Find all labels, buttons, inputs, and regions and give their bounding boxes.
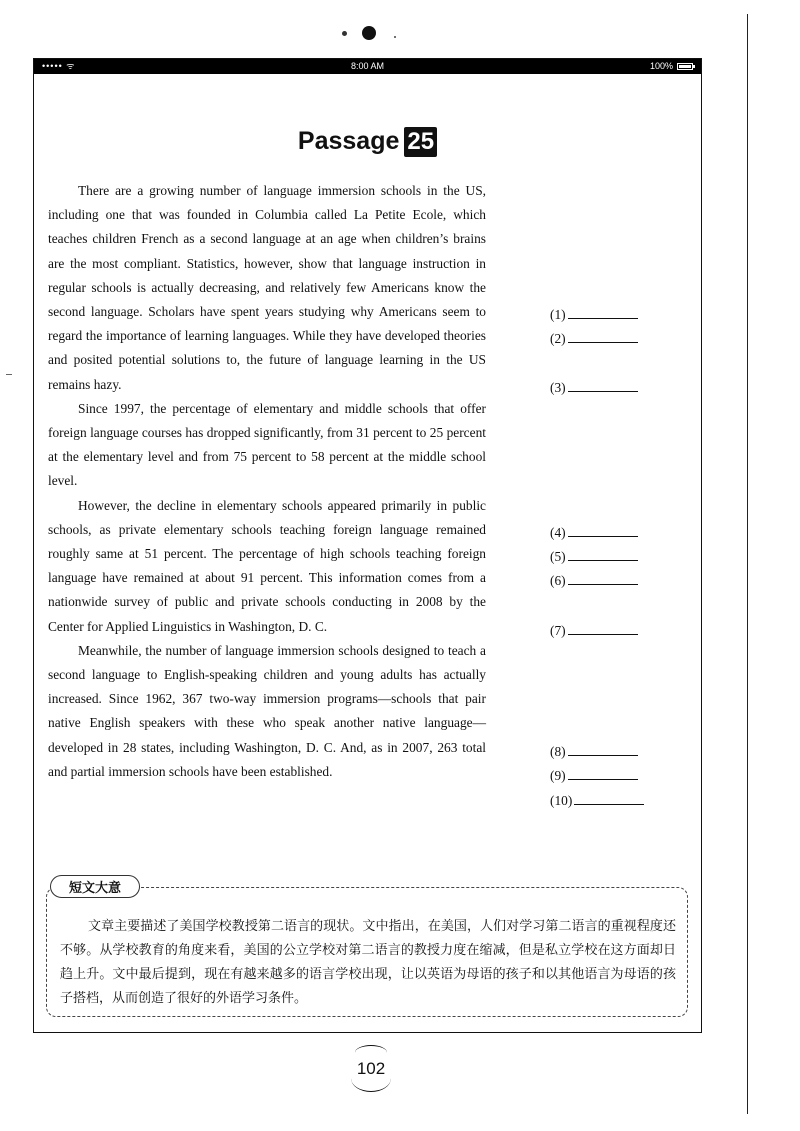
camera-lens [362,26,376,40]
blank-line[interactable] [568,767,638,780]
signal-icon: ••••• ᯤ [42,61,76,71]
paragraph: There are a growing number of language immersion schools in the US, including one that was founded in Columbia called La Petite Ecole, which teaches children French as a second language at an age when children’s brains are the most compliant. Statistics, however, show that language instruction in regular schools is actually decreasing, and relatively few Americans know the second language. Scholars have spent years studying why Americans seem to regard the importance of learning languages. While they have developed theories and posited potential solutions to, the future of language learning in the US remains hazy. [48,183,486,392]
paragraph: However, the decline in elementary schools appeared primarily in public schools, as private elementary schools teaching foreign language remained roughly same at 51 percent. The percentage of high schools teaching foreign language have remained at about 91 percent. This information comes from a nationwide survey of public and private schools conducting in 2008 by the Center for Applied Linguistics in Washington, D. C. [48,497,486,634]
answer-blank[interactable] [550,622,638,640]
blank-line[interactable] [568,330,638,343]
camera-dots [340,24,410,44]
blank-label: (6) [550,573,566,588]
paragraph: Meanwhile, the number of language immersion schools designed to teach a second language to English-speaking children and young adults has actually increased. Since 1962, 367 two-way immersion programs—schools that pair native English speakers with these who speak another native language—developed in 28 states, including Washington, D. C. And, as in 2007, 263 total and partial immersion schools have been established. [48,642,486,779]
paragraph: Since 1997, the percentage of elementary and middle schools that offer foreign language courses has dropped significantly, from 31 percent to 25 percent at the elementary level and from 75 percent to 58 percent at the middle school level. [48,400,486,489]
answer-blank[interactable] [550,548,638,566]
page-number-arc-top [355,1045,387,1060]
blank-line[interactable] [568,743,638,756]
blank-line[interactable] [568,548,638,561]
camera-dot-tiny [394,36,396,38]
summary-text: 文章主要描述了美国学校教授第二语言的现状。文中指出，在美国，人们对学习第二语言的重视程度还不够。从学校教育的角度来看，美国的公立学校对第二语言的教授力度在缩减，但是私立学校在这方面却日趋上升。文中最后提到，现在有越来越多的语言学校出现，让以英语为母语的孩子和以其他语言为母语的孩子搭档，从而创造了很好的外语学习条件。 [60,919,676,1006]
answer-blank[interactable] [550,767,638,785]
battery-indicator [650,59,693,74]
answer-blank[interactable] [550,524,638,542]
battery-icon [677,63,693,70]
tablet-screen [33,58,702,1033]
answer-blank[interactable] [550,306,638,324]
scan-edge-line [747,14,748,1114]
blank-label: (2) [550,331,566,346]
blank-line[interactable] [568,572,638,585]
battery-percent: 100% [649,61,673,71]
status-bar [34,59,701,74]
page-number [349,1045,393,1095]
blank-label: (7) [550,623,566,638]
summary-label: 短文大意 [50,875,140,898]
blank-label: (9) [550,768,566,783]
blank-label: (10) [550,793,573,808]
answer-blank[interactable] [550,379,638,397]
blank-label: (4) [550,525,566,540]
page-number-text: 102 [356,1059,386,1078]
scan-mark [6,374,12,375]
blank-label: (5) [550,549,566,564]
blank-line[interactable] [568,306,638,319]
blank-label: (8) [550,744,566,759]
blank-line[interactable] [568,622,638,635]
title-text: Passage [297,127,400,155]
blank-label: (3) [550,380,566,395]
blank-label: (1) [550,307,566,322]
page-number-arc-bottom [351,1065,391,1092]
answer-blank[interactable] [550,572,638,590]
answer-blank[interactable] [550,330,638,348]
blank-line[interactable] [574,792,644,805]
blank-line[interactable] [568,524,638,537]
summary-box [46,871,690,1021]
blank-line[interactable] [568,379,638,392]
answer-blank[interactable] [550,792,644,810]
page-title [34,127,701,157]
camera-dot-small [342,31,347,36]
answer-blank[interactable] [550,743,638,761]
passage-body [48,179,486,784]
passage-number-badge: 25 [404,127,437,157]
status-time: 8:00 AM [350,61,385,71]
